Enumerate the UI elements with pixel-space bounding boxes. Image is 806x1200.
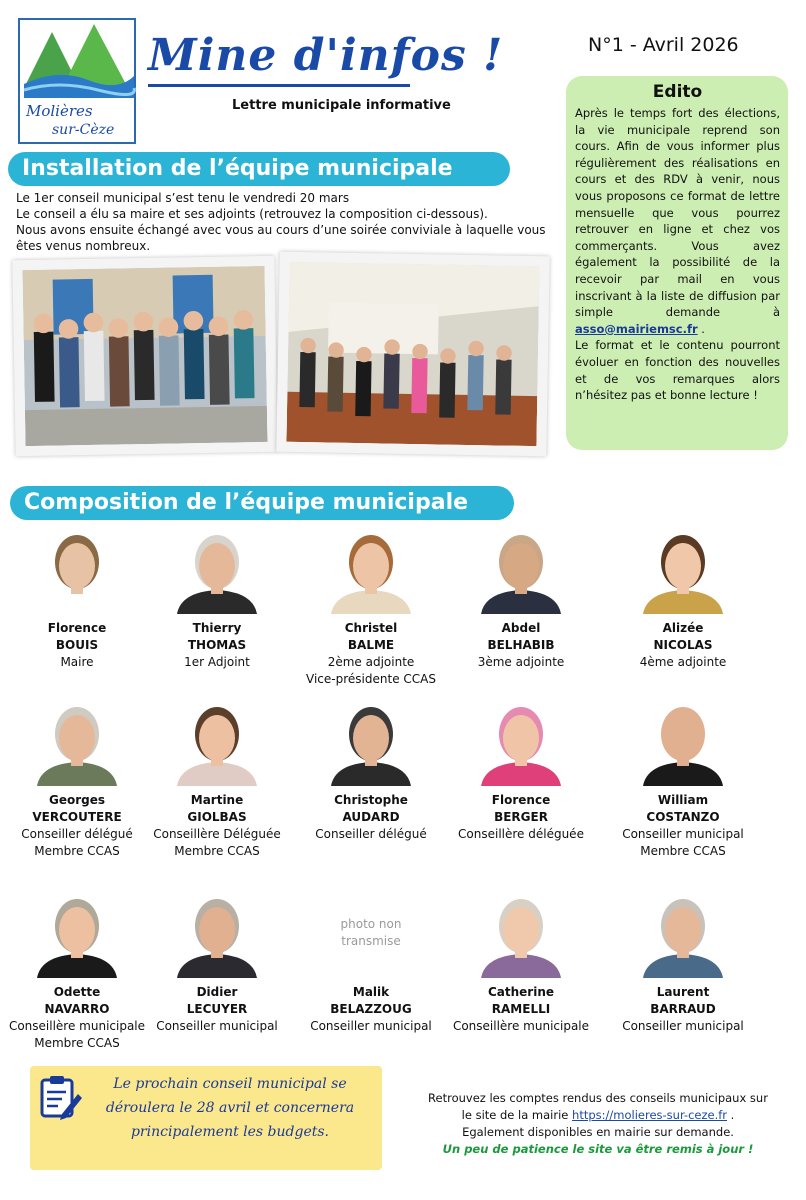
member-portrait <box>637 526 729 614</box>
member-portrait <box>31 526 123 614</box>
member-last-name: BARRAUD <box>650 1002 716 1016</box>
member-role: Conseillère Déléguée <box>153 827 281 841</box>
member-last-name: RAMELLI <box>491 1002 551 1016</box>
member-portrait <box>31 698 123 786</box>
member-portrait <box>31 890 123 978</box>
member-first-name: Martine <box>190 793 244 807</box>
member-card <box>608 526 758 671</box>
member-first-name: Abdel <box>501 621 541 635</box>
member-first-name: Christel <box>344 621 398 635</box>
member-role: Maire <box>60 655 94 669</box>
member-role: Conseiller municipal <box>310 1019 432 1033</box>
member-role: Conseillère déléguée <box>458 827 584 841</box>
member-portrait <box>325 698 417 786</box>
council-group-photo <box>12 256 277 457</box>
member-role: Conseiller municipal <box>622 1019 744 1033</box>
member-portrait <box>475 526 567 614</box>
member-role: 1er Adjoint <box>184 655 250 669</box>
member-role-secondary: Membre CCAS <box>174 844 260 858</box>
member-card <box>296 698 446 843</box>
photo-placeholder <box>325 890 417 978</box>
member-card <box>2 698 152 860</box>
member-portrait <box>637 698 729 786</box>
next-council-text: Le prochain conseil municipal se déroulera le 28 avril et concernera principalement les budgets. <box>105 1076 355 1140</box>
member-role: Conseiller municipal <box>156 1019 278 1033</box>
member-portrait <box>637 890 729 978</box>
footer-line-2-text: le site de la mairie <box>461 1108 573 1122</box>
member-card <box>296 526 446 688</box>
edito-email-link[interactable]: asso@mairiemsc.fr <box>575 321 698 336</box>
member-role-secondary: Membre CCAS <box>640 844 726 858</box>
edito-box <box>566 76 788 450</box>
clipboard-pen-icon <box>38 1074 82 1120</box>
member-portrait <box>171 698 263 786</box>
member-role: Conseiller délégué <box>21 827 133 841</box>
member-role: Conseiller municipal <box>622 827 744 841</box>
installation-line-2: Le conseil a élu sa maire et ses adjoints (retrouvez la composition ci-dessous). <box>16 207 488 221</box>
footer-line-3: Egalement disponibles en mairie sur demande. <box>462 1125 734 1139</box>
member-role-secondary: Vice-présidente CCAS <box>306 672 436 686</box>
member-card <box>608 698 758 860</box>
member-card <box>608 890 758 1035</box>
title-underline <box>148 84 410 87</box>
newsletter-title: Mine d'infos ! <box>148 30 504 81</box>
site-link[interactable]: https://molieres-sur-ceze.fr <box>572 1108 728 1122</box>
member-portrait <box>171 526 263 614</box>
member-role-secondary: Membre CCAS <box>34 1036 120 1050</box>
logo-text-2: sur-Cèze <box>52 122 115 138</box>
member-first-name: Alizée <box>662 621 704 635</box>
footer-line-2 <box>410 1107 786 1124</box>
member-first-name: Thierry <box>192 621 242 635</box>
member-last-name: GIOLBAS <box>187 810 247 824</box>
member-first-name: Odette <box>53 985 101 999</box>
member-last-name: LECUYER <box>186 1002 248 1016</box>
edito-body <box>575 105 780 404</box>
member-last-name: COSTANZO <box>646 810 720 824</box>
member-role: 2ème adjointe <box>327 655 415 669</box>
site-update-notice: Un peu de patience le site va être remis à jour ! <box>442 1142 754 1156</box>
member-first-name: Christophe <box>334 793 408 807</box>
member-last-name: BELAZZOUG <box>330 1002 412 1016</box>
member-portrait <box>475 890 567 978</box>
member-first-name: Florence <box>491 793 551 807</box>
member-first-name: Georges <box>48 793 106 807</box>
member-last-name: BELHABIB <box>487 638 555 652</box>
member-first-name: Laurent <box>656 985 710 999</box>
member-role: 3ème adjointe <box>477 655 565 669</box>
member-last-name: BERGER <box>494 810 548 824</box>
member-portrait <box>171 890 263 978</box>
member-last-name: BALME <box>347 638 395 652</box>
composition-heading: Composition de l’équipe municipale <box>10 486 514 520</box>
member-card <box>446 526 596 671</box>
member-last-name: VERCOUTERE <box>32 810 122 824</box>
member-card <box>2 890 152 1052</box>
member-role: Conseillère municipale <box>452 1019 590 1033</box>
issue-number: N°1 - Avril 2026 <box>588 34 739 56</box>
edito-punct: . <box>697 321 705 336</box>
footer-line-1: Retrouvez les comptes rendus des conseils municipaux sur <box>428 1091 768 1105</box>
member-last-name: THOMAS <box>187 638 247 652</box>
member-role: Conseillère municipale <box>8 1019 146 1033</box>
member-first-name: Malik <box>352 985 390 999</box>
member-last-name: NICOLAS <box>653 638 713 652</box>
member-role: 4ème adjointe <box>639 655 727 669</box>
logo-text: Molières <box>26 102 93 120</box>
member-card <box>142 698 292 860</box>
member-role-secondary: Membre CCAS <box>34 844 120 858</box>
member-first-name: William <box>657 793 709 807</box>
member-portrait <box>475 698 567 786</box>
evening-event-photo <box>276 252 549 457</box>
no-photo-text-1: photo non <box>340 917 402 931</box>
footer-line-2-end: . <box>727 1108 735 1122</box>
member-last-name: BOUIS <box>55 638 99 652</box>
member-card <box>446 890 596 1035</box>
member-portrait <box>325 526 417 614</box>
no-photo-text-2: transmise <box>341 934 401 948</box>
member-card <box>2 526 152 671</box>
member-card <box>142 526 292 671</box>
member-last-name: NAVARRO <box>44 1002 110 1016</box>
member-card <box>446 698 596 843</box>
municipal-logo <box>18 18 136 144</box>
newsletter-subtitle: Lettre municipale informative <box>232 98 451 113</box>
edito-paragraph-1: Après le temps fort des élections, la vie municipale reprend son cours. Afin de vous informer plus régulièrement des réalisations en cours et des RDV à venir, nous vous proposons ce format de lettre mensuelle que vous pourrez retrouver en ligne et chez vos commerçants. Vous avez également la possibilité de la recevoir par mail en vous inscrivant à la liste de diffusion par simple demande à <box>575 106 780 320</box>
member-role: Conseiller délégué <box>315 827 427 841</box>
installation-line-1: Le 1er conseil municipal s’est tenu le vendredi 20 mars <box>16 191 350 205</box>
edito-paragraph-2: Le format et le contenu pourront évoluer en fonction des nouvelles et de vos remarques alors n’hésitez pas et bonne lecture ! <box>575 338 780 403</box>
footer-info <box>410 1090 786 1158</box>
next-council-note <box>30 1066 382 1170</box>
installation-line-3: Nous avons ensuite échangé avec vous au cours d’une soirée conviviale à laquelle vous êtes venus nombreux. <box>16 223 546 253</box>
member-card <box>296 890 446 1035</box>
member-last-name: AUDARD <box>342 810 400 824</box>
member-first-name: Florence <box>47 621 107 635</box>
member-first-name: Didier <box>196 985 238 999</box>
member-card <box>142 890 292 1035</box>
edito-title: Edito <box>652 82 703 102</box>
installation-text <box>16 190 546 254</box>
member-first-name: Catherine <box>487 985 555 999</box>
installation-heading: Installation de l’équipe municipale <box>8 152 510 186</box>
